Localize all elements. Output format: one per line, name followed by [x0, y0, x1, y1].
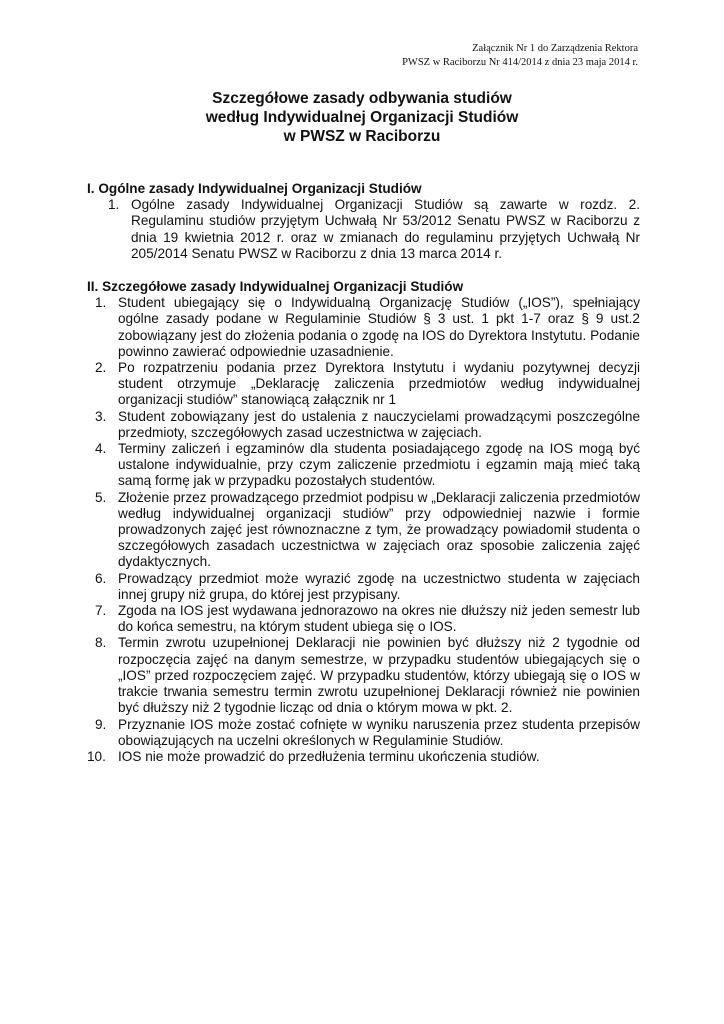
item-text: Po rozpatrzeniu podania przez Dyrektora Instytutu i wydaniu pozytywnej decyzji student otrzymuje „Deklarację zaliczenia przedmiotów według indywidualnej organizacji studiów” stanowiącą załącznik nr 1 — [118, 360, 640, 408]
item-number: 4. — [95, 441, 107, 457]
item-text: Ogólne zasady Indywidualnej Organizacji Studiów są zawarte w rozdz. 2. Regulaminu studiów przyjętym Uchwałą Nr 53/2012 Senatu PWSZ w Raciborzu z dnia 19 kwietnia 2012 r. oraz w zmianach do regulaminu przyjętych Uchwałą Nr 205/2014 Senatu PWSZ w Raciborzu z dnia 13 marca 2014 r. — [131, 197, 640, 261]
attachment-note — [402, 42, 638, 70]
rules-list — [87, 197, 640, 262]
item-number: 8. — [95, 635, 107, 651]
item-number: 1. — [95, 295, 107, 311]
title-line-1: Szczegółowe zasady odbywania studiów — [212, 90, 512, 107]
list-item — [87, 490, 640, 571]
document-title — [0, 89, 724, 146]
list-item — [87, 749, 640, 765]
list-item — [87, 571, 640, 603]
list-item — [87, 360, 640, 409]
item-number: 5. — [95, 489, 107, 505]
item-text: Student zobowiązany jest do ustalenia z nauczycielami prowadzącymi poszczególne przedmioty, szczegółowych zasad uczestnictwa w zajęciach. — [118, 408, 640, 440]
rules-list — [87, 295, 640, 765]
attachment-line-2: PWSZ w Raciborzu Nr 414/2014 z dnia 23 maja 2014 r. — [402, 57, 638, 68]
title-line-3: w PWSZ w Raciborzu — [283, 128, 441, 145]
section-heading: I. Ogólne zasady Indywidualnej Organizacji Studiów — [87, 181, 422, 196]
attachment-line-1: Załącznik Nr 1 do Zarządzenia Rektora — [472, 43, 638, 54]
item-number: 1. — [108, 197, 120, 213]
list-item — [87, 635, 640, 716]
section-detailed-rules — [87, 279, 640, 765]
list-item — [87, 197, 640, 262]
document-body — [87, 181, 640, 765]
item-number: 9. — [95, 716, 107, 732]
item-text: Terminy zaliczeń i egzaminów dla studenta posiadającego zgodę na IOS mogą być ustalone indywidualnie, przy czym zaliczenie przedmiotu i egzamin mają mieć taką samą formę jak w przypadku pozostałych studentów. — [118, 441, 640, 489]
title-line-2: według Indywidualnej Organizacji Studiów — [205, 109, 519, 126]
item-text: Termin zwrotu uzupełnionej Deklaracji nie powinien być dłuższy niż 2 tygodnie od rozpoczęcia zajęć na danym semestrze, w przypadku studentów ubiegających się o „IOS” przed rozpoczęciem zajęć. W przypadku studentów, którzy ubiegają się o IOS w trakcie trwania semestru termin zwrotu uzupełnionej Deklaracji również nie powinien być dłuższy niż 2 tygodnie licząc od dnia o którym mowa w pkt. 2. — [118, 635, 640, 716]
section-heading: II. Szczegółowe zasady Indywidualnej Organizacji Studiów — [87, 279, 464, 295]
list-item — [87, 717, 640, 749]
list-item — [87, 409, 640, 441]
section-general-rules — [87, 181, 640, 262]
list-item — [87, 603, 640, 635]
item-text: IOS nie może prowadzić do przedłużenia terminu ukończenia studiów. — [118, 748, 540, 764]
list-item — [87, 441, 640, 490]
item-text: Zgoda na IOS jest wydawana jednorazowo na okres nie dłuższy niż jeden semestr lub do końca semestru, na którym student ubiega się o IOS. — [118, 603, 640, 635]
list-item — [87, 295, 640, 360]
item-text: Przyznanie IOS może zostać cofnięte w wyniku naruszenia przez studenta przepisów obowiązujących na uczelni określonych w Regulaminie Studiów. — [118, 716, 640, 748]
item-text: Student ubiegający się o Indywidualną Organizację Studiów („IOS”), spełniający ogólne zasady podane w Regulaminie Studiów § 3 ust. 1 pkt 1-7 oraz § 9 ust.2 zobowiązany jest do złożenia podania o zgodę na IOS do Dyrektora Instytutu. Podanie powinno zawierać odpowiednie uzasadnienie. — [118, 295, 640, 359]
item-number: 3. — [95, 408, 107, 424]
item-number: 2. — [95, 360, 107, 376]
item-text: Złożenie przez prowadzącego przedmiot podpisu w „Deklaracji zaliczenia przedmiotów według indywidualnej organizacji studiów” przy odpowiedniej nazwie i formie prowadzonych zajęć jest równoznaczne z tym, że prowadzący powiadomił studenta o szczegółowych zasadach uczestnictwa w zajęciach oraz sposobie zaliczenia zajęć dydaktycznych. — [118, 489, 640, 570]
item-text: Prowadzący przedmiot może wyrazić zgodę na uczestnictwo studenta w zajęciach innej grupy niż grupa, do której jest przypisany. — [118, 570, 640, 602]
item-number: 10. — [87, 748, 106, 764]
item-number: 7. — [95, 603, 107, 619]
item-number: 6. — [95, 570, 107, 586]
